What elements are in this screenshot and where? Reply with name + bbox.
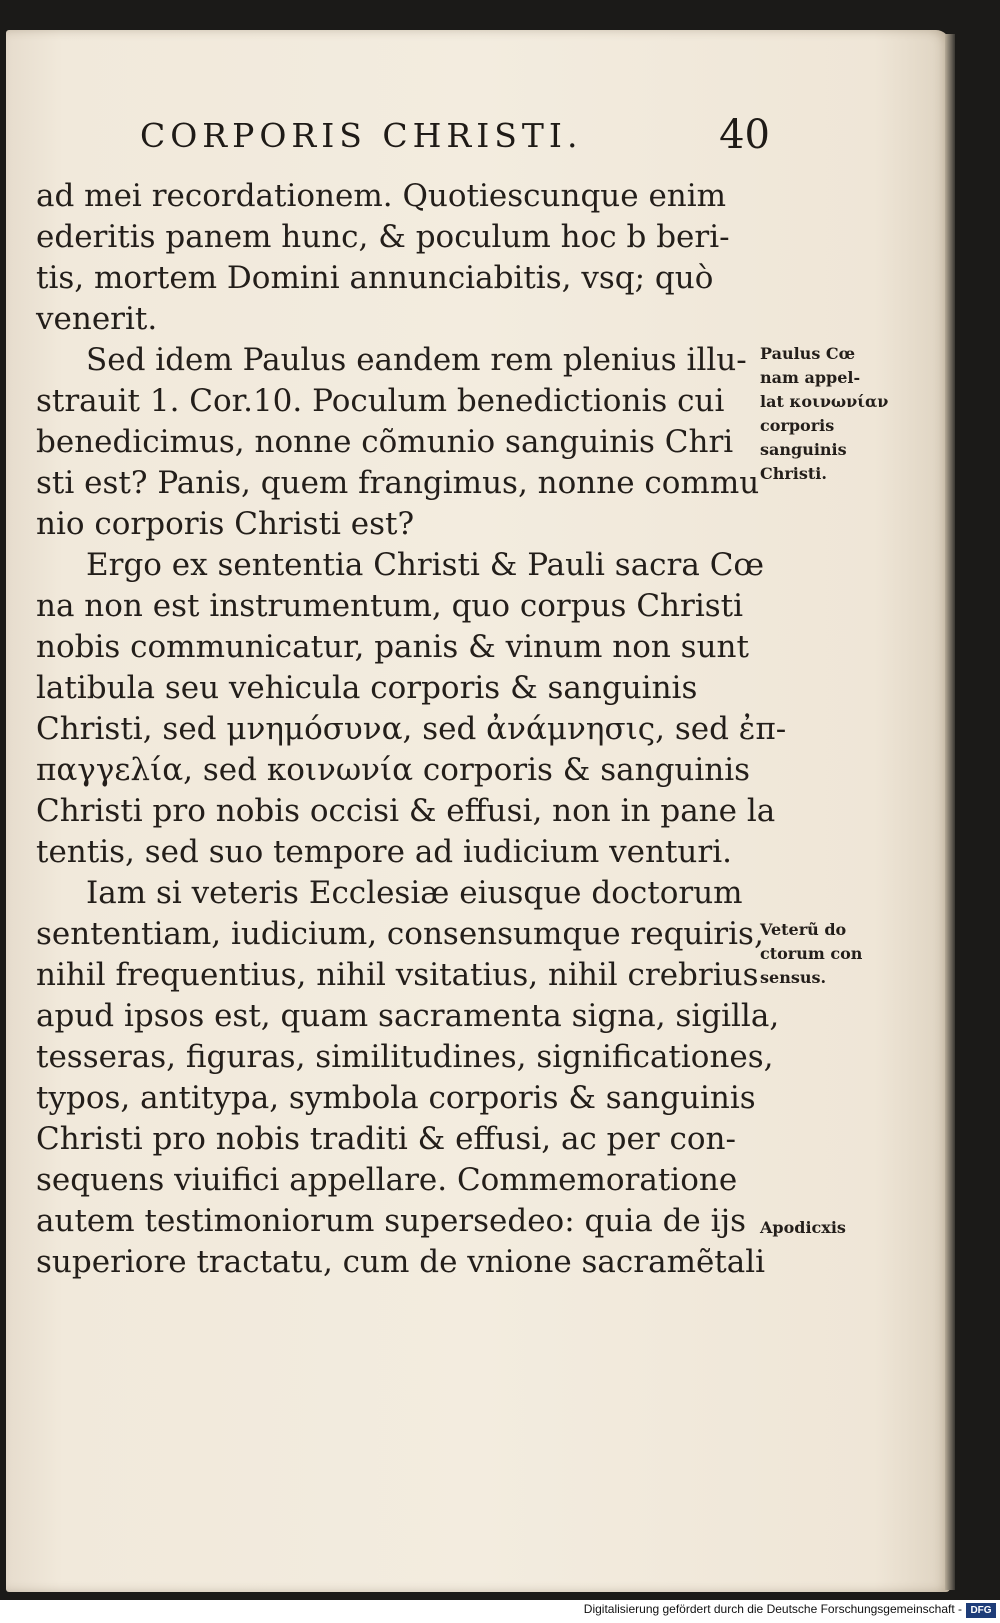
- margin-note-line: ctorum con: [760, 944, 863, 963]
- text-line: Christi pro nobis occisi & effusi, non in pane la: [36, 793, 776, 829]
- text-line: sti est? Panis, quem frangimus, nonne commu: [36, 465, 760, 501]
- margin-note-line: Christi.: [760, 464, 827, 483]
- text-line: benedicimus, nonne cõmunio sanguinis Chri: [36, 424, 734, 460]
- margin-note-line: Veterũ do: [760, 920, 847, 939]
- text-line: Iam si veteris Ecclesiæ eiusque doctorum: [86, 875, 743, 911]
- margin-note: [760, 1216, 900, 1240]
- text-line: latibula seu vehicula corporis & sanguinis: [36, 670, 698, 706]
- page-edge: [945, 34, 955, 1590]
- text-line: ederitis panem hunc, & poculum hoc b beri-: [36, 219, 730, 255]
- text-line: ad mei recordationem. Quotiescunque enim: [36, 178, 727, 214]
- margin-note: [760, 918, 900, 990]
- running-head: [140, 112, 790, 162]
- text-line: Christi, sed μνημόσυνα, sed ἀνάμνησις, sed ἐπ-: [36, 711, 787, 747]
- text-line: tentis, sed suo tempore ad iudicium venturi.: [36, 834, 732, 870]
- dfg-logo: DFG: [966, 1603, 996, 1618]
- text-line: sententiam, iudicium, consensumque requiris,: [36, 916, 764, 952]
- text-line: autem testimoniorum supersedeo: quia de ijs: [36, 1203, 747, 1239]
- margin-note: [760, 342, 900, 486]
- footer-credit: Digitalisierung gefördert durch die Deutsche Forschungsgemeinschaft -: [583, 1602, 962, 1616]
- margin-note-line: corporis: [760, 416, 835, 435]
- text-line: nobis communicatur, panis & vinum non sunt: [36, 629, 749, 665]
- page-number: 40: [719, 112, 770, 158]
- digitization-footer: [0, 1600, 1000, 1623]
- text-line: superiore tractatu, cum de vnione sacramẽtali: [36, 1244, 766, 1280]
- text-line: strauit 1. Cor.10. Poculum benedictionis cui: [36, 383, 725, 419]
- text-line: na non est instrumentum, quo corpus Christi: [36, 588, 744, 624]
- margin-note-line: Apodicxis: [760, 1218, 846, 1237]
- text-line: nihil frequentius, nihil vsitatius, nihil crebrius: [36, 957, 759, 993]
- text-line: nio corporis Christi est?: [36, 506, 415, 542]
- text-line: Ergo ex sententia Christi & Pauli sacra Cœ: [86, 547, 765, 583]
- text-line: venerit.: [36, 301, 158, 337]
- margin-note-line: nam appel-: [760, 368, 861, 387]
- margin-note-line: Paulus Cœ: [760, 344, 856, 363]
- text-line: apud ipsos est, quam sacramenta signa, sigilla,: [36, 998, 780, 1034]
- text-line: sequens viuifici appellare. Commemoratione: [36, 1162, 738, 1198]
- running-title: CORPORIS CHRISTI.: [140, 116, 583, 155]
- text-line: tis, mortem Domini annunciabitis, vsq; quò: [36, 260, 714, 296]
- text-line: παγγελία, sed κοινωνία corporis & sanguinis: [36, 752, 751, 788]
- text-line: tesseras, figuras, similitudines, significationes,: [36, 1039, 774, 1075]
- text-line: Sed idem Paulus eandem rem plenius illu-: [86, 342, 747, 378]
- margin-note-line: sanguinis: [760, 440, 847, 459]
- margin-note-line: lat κοινωνίαν: [760, 392, 889, 411]
- margin-note-line: sensus.: [760, 968, 827, 987]
- text-line: Christi pro nobis traditi & effusi, ac per con-: [36, 1121, 736, 1157]
- text-line: typos, antitypa, symbola corporis & sanguinis: [36, 1080, 756, 1116]
